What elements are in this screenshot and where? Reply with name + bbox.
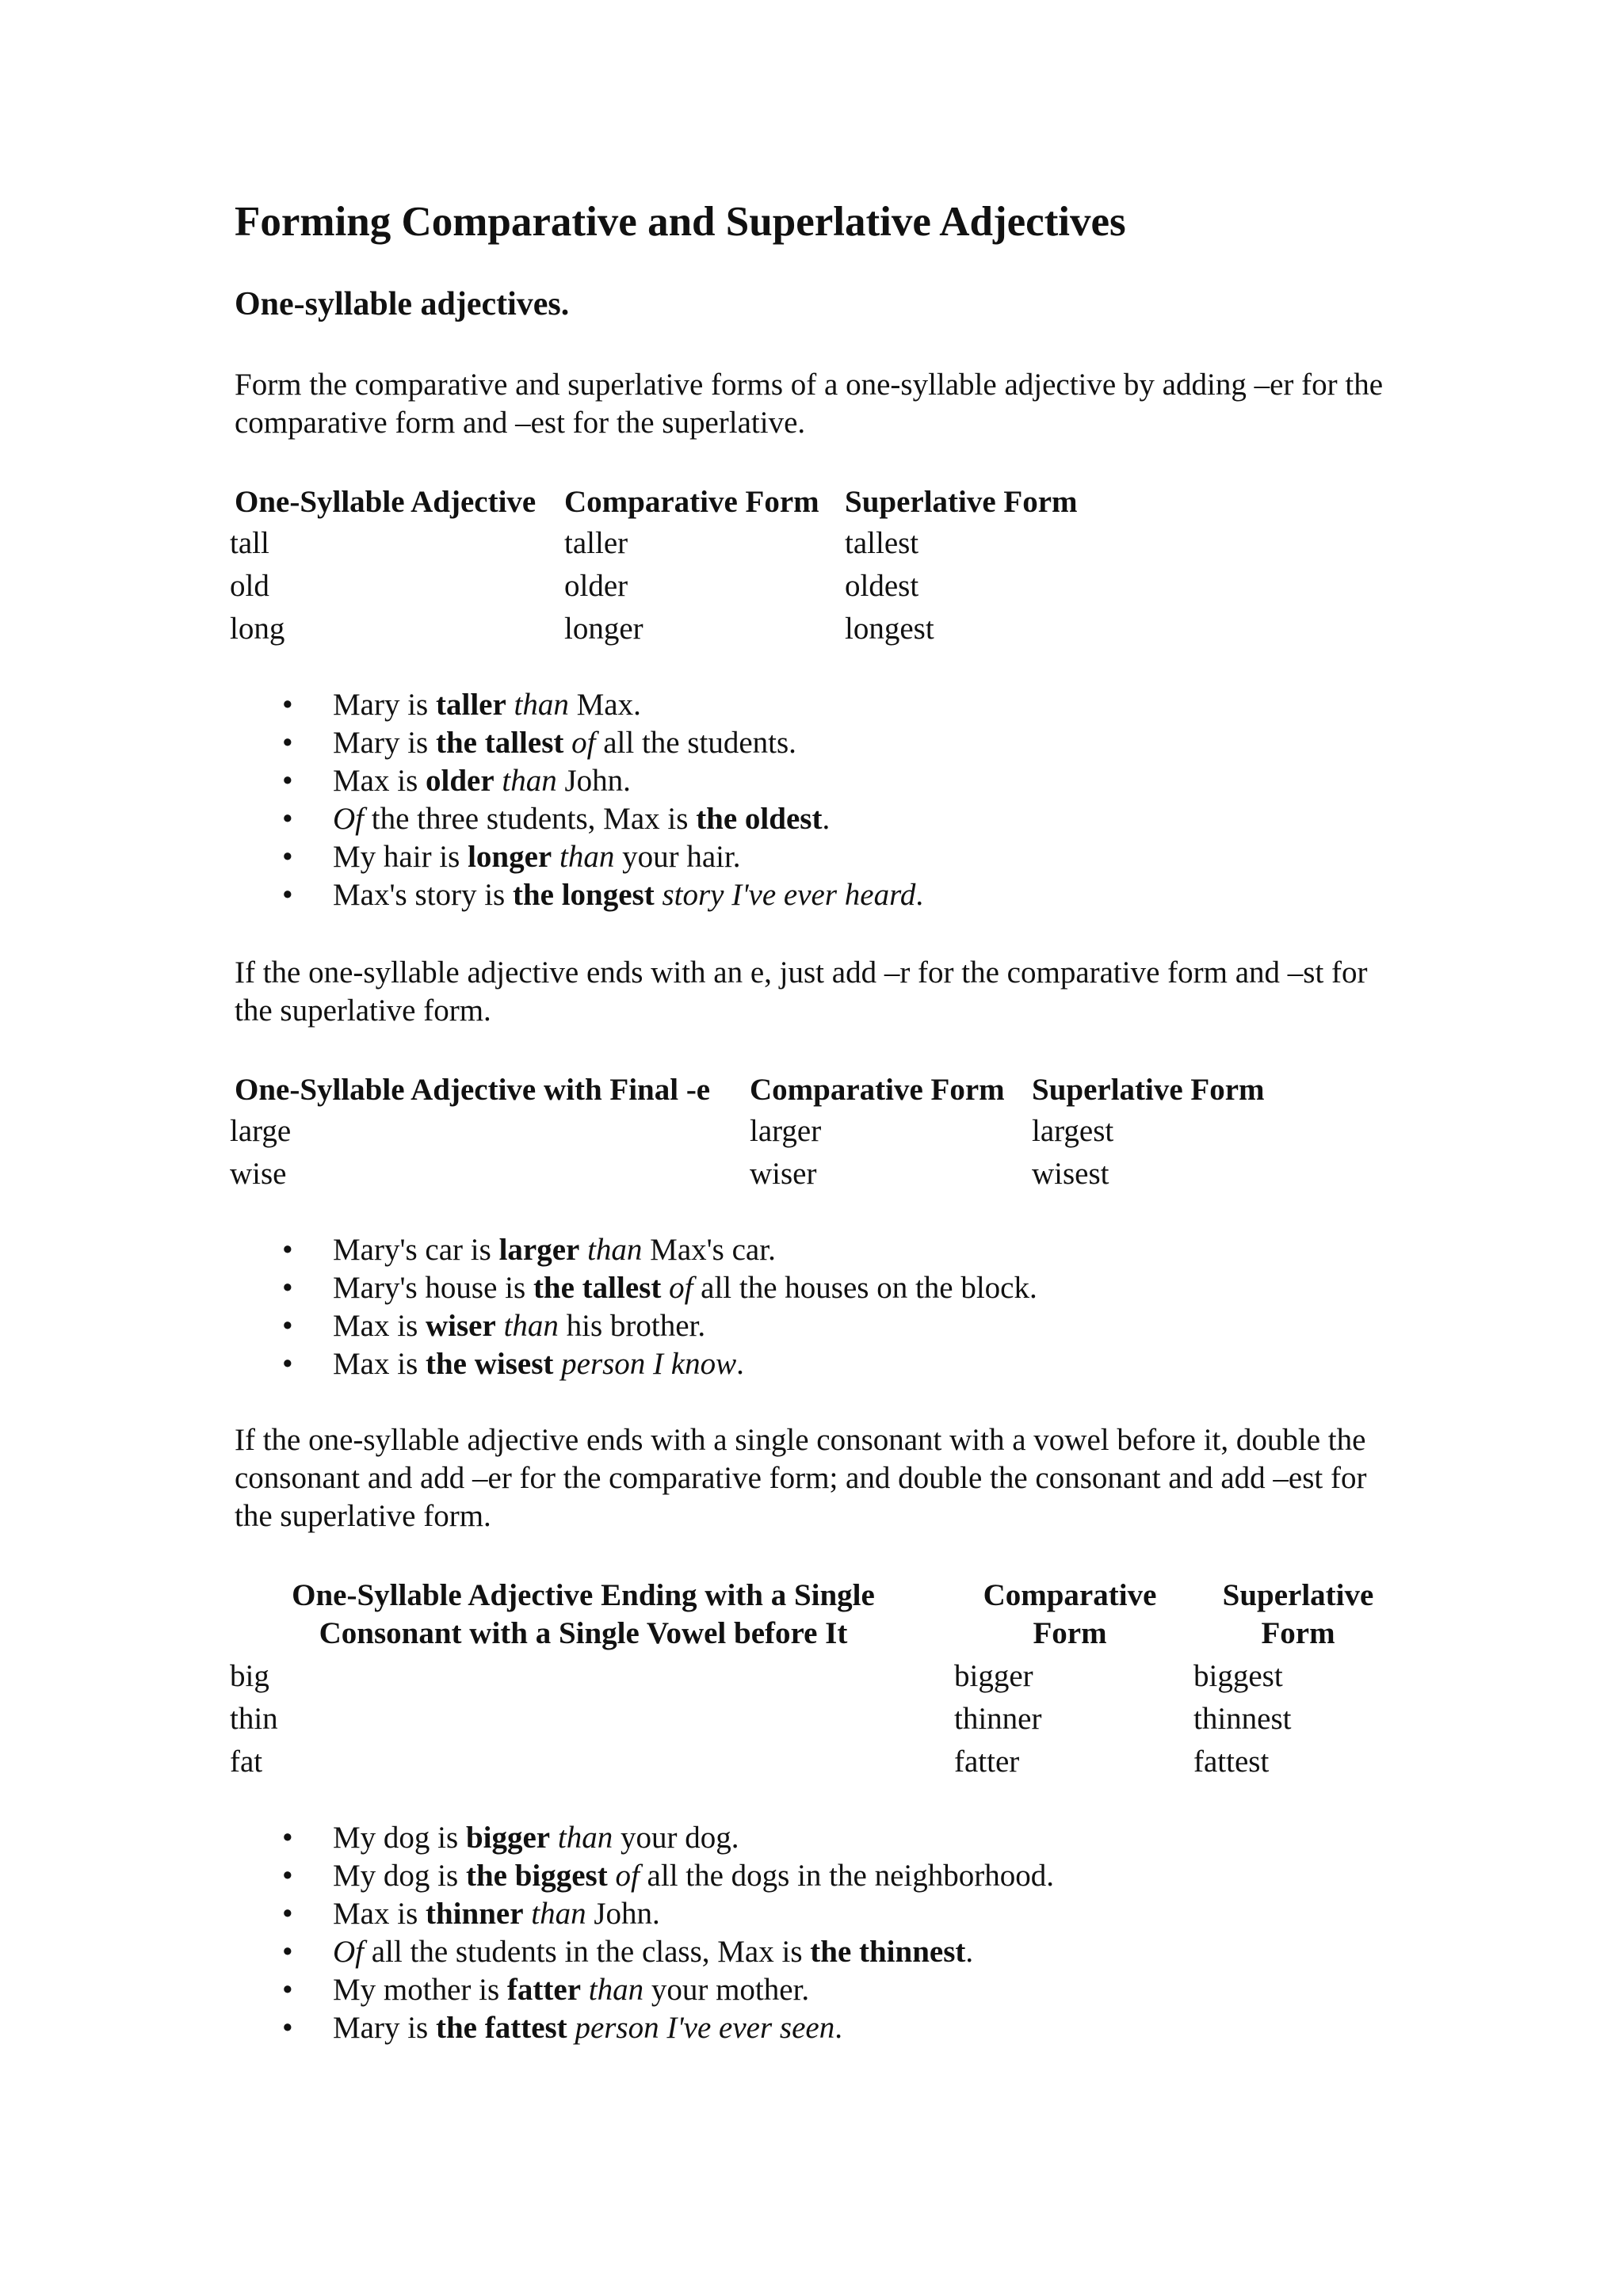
table1-cell: tallest: [845, 526, 919, 560]
table1-cell: tall: [230, 526, 269, 560]
table3-cell: fatter: [954, 1745, 1020, 1779]
sentence-text: your mother.: [643, 1973, 810, 2007]
italic-term: Of: [333, 802, 364, 836]
bold-term: taller: [436, 688, 506, 722]
sentence-text: [552, 840, 559, 874]
example-sentence: [282, 1933, 1054, 1971]
table2-cell: wise: [230, 1157, 287, 1191]
sentence-text: My hair is: [333, 840, 468, 874]
sentence-text: My mother is: [333, 1973, 507, 2007]
italic-term: than: [588, 1973, 644, 2007]
double-consonant-paragraph: If the one-syllable adjective ends with a single consonant with a vowel before it, double the consonant and add –er for the comparative form; and double the consonant and add –est for the superlative form.: [235, 1423, 1367, 1533]
table2-cell: wiser: [750, 1157, 817, 1191]
italic-term: than: [587, 1233, 643, 1267]
sentence-text: [524, 1897, 532, 1931]
italic-term: than: [531, 1897, 586, 1931]
sentence-text: [553, 1347, 561, 1381]
example-sentence: [282, 876, 923, 914]
bullet-icon: •: [282, 764, 293, 798]
example-sentence: [282, 1269, 1037, 1307]
sentence-text: Max is: [333, 1309, 426, 1343]
italic-term: than: [503, 1309, 559, 1343]
bullet-icon: •: [282, 1347, 293, 1381]
sentence-text: [581, 1973, 589, 2007]
table2-header-superlative: Superlative Form: [1032, 1073, 1265, 1107]
table1-cell: longest: [845, 612, 934, 646]
sentence-text: [567, 2011, 575, 2045]
italic-term: than: [502, 764, 557, 798]
sentence-text: [579, 1233, 587, 1267]
table3-cell: fattest: [1193, 1745, 1270, 1779]
italic-term: than: [557, 1821, 613, 1855]
table3-cell: thin: [230, 1702, 278, 1736]
italic-term: of: [615, 1859, 640, 1893]
example-sentence: [282, 1231, 1037, 1269]
bold-term: the tallest: [436, 726, 564, 760]
example-list-1: [282, 686, 923, 914]
table1-cell: oldest: [845, 569, 919, 603]
table1-header-superlative: Superlative Form: [845, 485, 1078, 519]
example-sentence: [282, 1307, 1037, 1345]
sentence-text: .: [915, 878, 924, 912]
bold-term: larger: [498, 1233, 580, 1267]
sentence-text: [496, 1309, 504, 1343]
bullet-icon: •: [282, 1821, 293, 1855]
example-sentence: [282, 1971, 1054, 2009]
sentence-text: Max's car.: [642, 1233, 776, 1267]
table3-cell: bigger: [954, 1659, 1033, 1693]
sentence-text: My dog is: [333, 1821, 466, 1855]
italic-term: of: [571, 726, 596, 760]
sentence-text: Mary is: [333, 726, 436, 760]
sentence-text: Mary's house is: [333, 1271, 533, 1305]
example-sentence: [282, 838, 923, 876]
bold-term: the longest: [512, 878, 655, 912]
bullet-icon: •: [282, 726, 293, 760]
example-sentence: [282, 1819, 1054, 1857]
bullet-icon: •: [282, 1859, 293, 1893]
sentence-text: the three students, Max is: [364, 802, 697, 836]
table3-cell: thinner: [954, 1702, 1042, 1736]
sentence-text: Max's story is: [333, 878, 513, 912]
table3-cell: biggest: [1193, 1659, 1283, 1693]
table3-cell: big: [230, 1659, 269, 1693]
sentence-text: all the houses on the block.: [693, 1271, 1037, 1305]
sentence-text: [550, 1821, 558, 1855]
sentence-text: Mary is: [333, 688, 436, 722]
intro-paragraph: Form the comparative and superlative forms of a one-syllable adjective by adding –er for the comparative form and –est for the superlative.: [235, 368, 1383, 440]
bold-term: wiser: [426, 1309, 496, 1343]
bullet-icon: •: [282, 2011, 293, 2045]
table3-cell: fat: [230, 1745, 263, 1779]
sentence-text: John.: [586, 1897, 660, 1931]
sentence-text: [608, 1859, 616, 1893]
sentence-text: [563, 726, 571, 760]
sentence-text: all the students.: [595, 726, 796, 760]
sentence-text: [655, 878, 663, 912]
bold-term: longer: [468, 840, 552, 874]
sentence-text: .: [965, 1935, 974, 1969]
bullet-icon: •: [282, 1973, 293, 2007]
example-sentence: [282, 2009, 1054, 2047]
bold-term: the oldest: [696, 802, 823, 836]
table3-header-superlative: Superlative Form: [1222, 1578, 1374, 1650]
final-e-paragraph: If the one-syllable adjective ends with an e, just add –r for the comparative form and –st for the superlative form.: [235, 955, 1368, 1028]
example-sentence: [282, 800, 923, 838]
italic-term: Of: [333, 1935, 364, 1969]
page-title: Forming Comparative and Superlative Adjectives: [235, 199, 1126, 245]
sentence-text: John.: [556, 764, 631, 798]
sentence-text: Max.: [568, 688, 641, 722]
example-sentence: [282, 686, 923, 724]
sentence-text: [495, 764, 502, 798]
bold-term: the tallest: [533, 1271, 662, 1305]
table2-header-adjective: One-Syllable Adjective with Final -e: [235, 1073, 711, 1107]
bold-term: the thinnest: [810, 1935, 966, 1969]
table2-cell: largest: [1032, 1114, 1114, 1148]
bullet-icon: •: [282, 688, 293, 722]
table3-header-comparative: Comparative Form: [983, 1578, 1157, 1650]
bold-term: fatter: [506, 1973, 582, 2007]
italic-term: than: [559, 840, 615, 874]
sentence-text: his brother.: [558, 1309, 706, 1343]
section-heading: One-syllable adjectives.: [235, 286, 570, 322]
bold-term: older: [426, 764, 495, 798]
bullet-icon: •: [282, 1935, 293, 1969]
table2-cell: wisest: [1032, 1157, 1109, 1191]
sentence-text: .: [834, 2011, 842, 2045]
bold-term: bigger: [465, 1821, 551, 1855]
table2-cell: larger: [750, 1114, 822, 1148]
table2-header-comparative: Comparative Form: [750, 1073, 1005, 1107]
table1-cell: longer: [564, 612, 643, 646]
italic-term: than: [514, 688, 569, 722]
example-sentence: [282, 1345, 1037, 1383]
bullet-icon: •: [282, 1309, 293, 1343]
bullet-icon: •: [282, 1897, 293, 1931]
bullet-icon: •: [282, 840, 293, 874]
sentence-text: all the dogs in the neighborhood.: [639, 1859, 1054, 1893]
bold-term: the fattest: [436, 2011, 567, 2045]
example-sentence: [282, 1895, 1054, 1933]
sentence-text: .: [736, 1347, 744, 1381]
table3-cell: thinnest: [1193, 1702, 1292, 1736]
bullet-icon: •: [282, 1233, 293, 1267]
example-sentence: [282, 762, 923, 800]
italic-term: of: [669, 1271, 693, 1305]
italic-term: person I know: [561, 1347, 737, 1381]
sentence-text: Mary is: [333, 2011, 436, 2045]
example-sentence: [282, 724, 923, 762]
sentence-text: Max is: [333, 1347, 426, 1381]
table1-cell: long: [230, 612, 285, 646]
table1-cell: old: [230, 569, 269, 603]
sentence-text: Max is: [333, 764, 426, 798]
bullet-icon: •: [282, 802, 293, 836]
italic-term: person I've ever seen: [575, 2011, 835, 2045]
table1-header-adjective: One-Syllable Adjective: [235, 485, 537, 519]
sentence-text: all the students in the class, Max is: [364, 1935, 811, 1969]
table3-header-adjective: One-Syllable Adjective Ending with a Single Consonant with a Single Vowel before It: [292, 1578, 875, 1650]
table1-header-comparative: Comparative Form: [564, 485, 819, 519]
bold-term: thinner: [426, 1897, 524, 1931]
table1-cell: older: [564, 569, 628, 603]
sentence-text: Mary's car is: [333, 1233, 499, 1267]
italic-term: story I've ever heard: [662, 878, 916, 912]
example-list-2: [282, 1231, 1037, 1383]
example-list-3: [282, 1819, 1054, 2047]
bullet-icon: •: [282, 878, 293, 912]
table2-cell: large: [230, 1114, 292, 1148]
bold-term: the biggest: [465, 1859, 608, 1893]
sentence-text: My dog is: [333, 1859, 466, 1893]
example-sentence: [282, 1857, 1054, 1895]
sentence-text: Max is: [333, 1897, 426, 1931]
bold-term: the wisest: [426, 1347, 554, 1381]
sentence-text: your dog.: [613, 1821, 739, 1855]
sentence-text: .: [822, 802, 831, 836]
sentence-text: your hair.: [614, 840, 741, 874]
table1-cell: taller: [564, 526, 628, 560]
sentence-text: [661, 1271, 669, 1305]
bullet-icon: •: [282, 1271, 293, 1305]
sentence-text: [506, 688, 514, 722]
